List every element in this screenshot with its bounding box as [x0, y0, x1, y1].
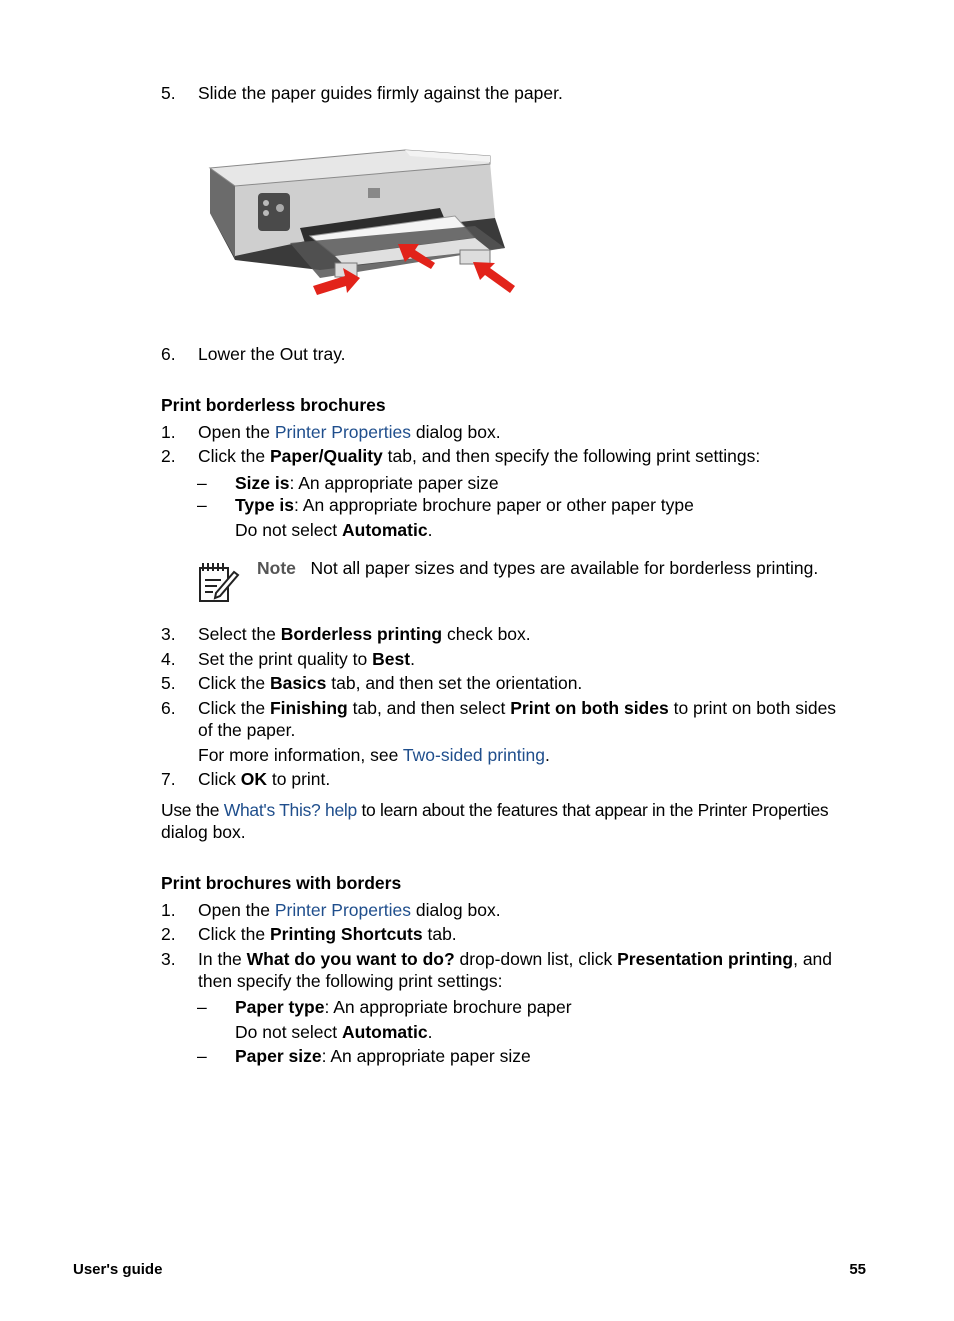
bullet-dash: –: [197, 495, 207, 515]
printer-illustration: [205, 138, 520, 296]
bullet-text: Size is: An appropriate paper size: [235, 473, 499, 493]
step-number: 3.: [161, 624, 176, 644]
help-paragraph: Use the What's This? help to learn about the features that appear in the Printer Properties: [161, 800, 829, 820]
step-text: Click the Printing Shortcuts tab.: [198, 924, 457, 944]
bullet-text: Paper type: An appropriate brochure paper: [235, 997, 572, 1017]
step-text: Click the Paper/Quality tab, and then specify the following print settings:: [198, 446, 761, 466]
step-text: Lower the Out tray.: [198, 344, 346, 364]
step-number: 2.: [161, 446, 176, 466]
step-number: 3.: [161, 949, 176, 969]
step-text: In the What do you want to do? drop-down list, click Presentation printing, and: [198, 949, 833, 969]
help-paragraph-continued: dialog box.: [161, 822, 246, 842]
step-number: 6.: [161, 698, 176, 718]
step-text: Click the Basics tab, and then set the orientation.: [198, 673, 583, 693]
step-number: 7.: [161, 769, 176, 789]
bullet-subnote: Do not select Automatic.: [235, 520, 433, 540]
section-heading: Print brochures with borders: [161, 873, 402, 893]
bullet-dash: –: [197, 1046, 207, 1066]
step-text: Slide the paper guides firmly against the paper.: [198, 83, 563, 103]
step-text: Click OK to print.: [198, 769, 331, 789]
bullet-text: Type is: An appropriate brochure paper or other paper type: [235, 495, 694, 515]
step-number: 1.: [161, 900, 176, 920]
printer-properties-link[interactable]: Printer Properties: [274, 900, 412, 920]
page-number: 55: [849, 1261, 866, 1278]
step-number: 6.: [161, 344, 176, 364]
step-number: 5.: [161, 673, 176, 693]
two-sided-printing-link[interactable]: Two-sided printing: [402, 745, 545, 765]
note-text: Note Not all paper sizes and types are available for borderless printing.: [257, 558, 819, 578]
note-icon: [196, 560, 240, 604]
step-more-info: For more information, see Two-sided printing.: [198, 745, 550, 765]
bullet-dash: –: [197, 473, 207, 493]
bullet-dash: –: [197, 997, 207, 1017]
step-text-continued: of the paper.: [198, 720, 296, 740]
whats-this-help-link[interactable]: What's This? help: [223, 800, 357, 820]
step-text: Select the Borderless printing check box.: [198, 624, 531, 644]
step-text: Open the Printer Properties dialog box.: [198, 422, 501, 442]
step-text: Click the Finishing tab, and then select Print on both sides to print on both sides: [198, 698, 837, 718]
step-number: 2.: [161, 924, 176, 944]
step-number: 1.: [161, 422, 176, 442]
step-number: 4.: [161, 649, 176, 669]
bullet-text: Paper size: An appropriate paper size: [235, 1046, 531, 1066]
printer-properties-link[interactable]: Printer Properties: [274, 422, 412, 442]
bullet-subnote: Do not select Automatic.: [235, 1022, 433, 1042]
step-text: Set the print quality to Best.: [198, 649, 415, 669]
step-number: 5.: [161, 83, 176, 103]
step-text: Open the Printer Properties dialog box.: [198, 900, 501, 920]
section-heading: Print borderless brochures: [161, 395, 386, 415]
footer-guide-title: User's guide: [73, 1261, 163, 1278]
step-text-continued: then specify the following print settings:: [198, 971, 503, 991]
